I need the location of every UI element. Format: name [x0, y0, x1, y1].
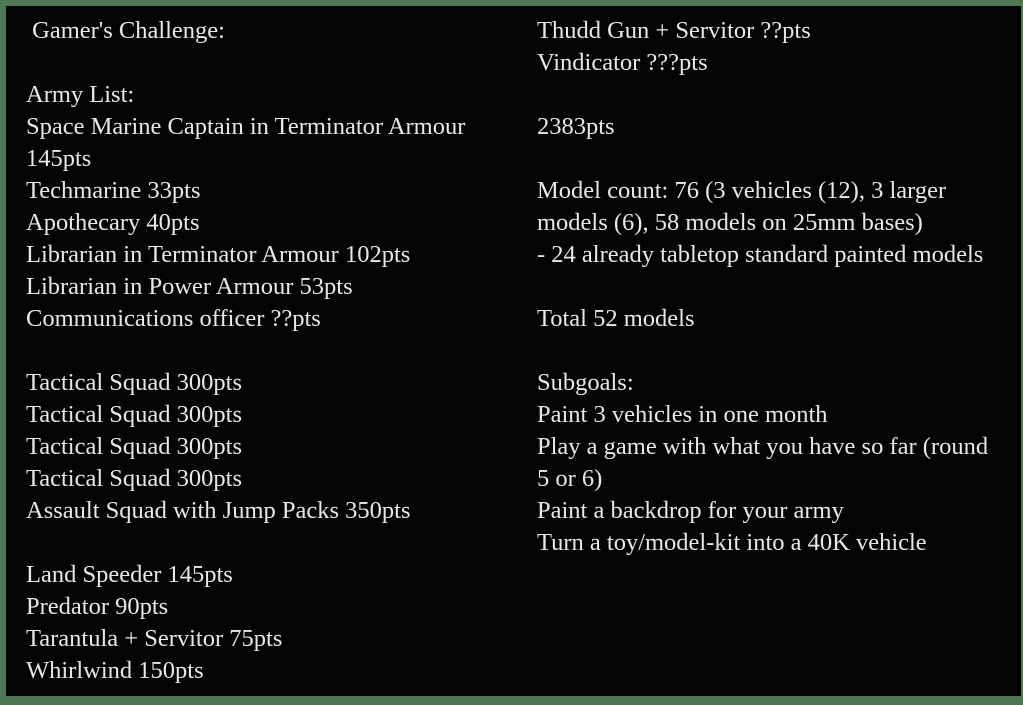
text-line: Total 52 models — [537, 305, 695, 332]
text-line: 2383pts — [537, 113, 615, 140]
text-line: Play a game with what you have so far (round — [537, 433, 989, 460]
text-line: Space Marine Captain in Terminator Armour — [26, 113, 466, 140]
text-line: Paint a backdrop for your army — [537, 497, 844, 524]
text-line — [537, 143, 1023, 175]
text-line: models (6), 58 models on 25mm bases) — [537, 209, 923, 236]
text-line: Land Speeder 145pts — [26, 561, 233, 588]
text-line: Predator 90pts — [26, 593, 169, 620]
text-line: Librarian in Terminator Armour 102pts — [26, 241, 411, 268]
text-line: Tarantula + Servitor 75pts — [26, 625, 283, 652]
text-line: Communications officer ??pts — [26, 305, 321, 332]
text-line: Techmarine 33pts — [26, 177, 201, 204]
totals-subgoals-column — [537, 15, 1023, 559]
text-line: Tactical Squad 300pts — [26, 465, 243, 492]
text-line — [26, 47, 526, 79]
text-line: Gamer's Challenge: — [26, 17, 225, 44]
text-line: 145pts — [26, 145, 92, 172]
text-line — [26, 527, 526, 559]
text-line — [537, 271, 1023, 303]
text-line: Thudd Gun + Servitor ??pts — [537, 17, 811, 44]
text-line: Subgoals: — [537, 369, 634, 396]
text-line: Apothecary 40pts — [26, 209, 200, 236]
text-line: Whirlwind 150pts — [26, 657, 204, 684]
text-line: Librarian in Power Armour 53pts — [26, 273, 353, 300]
text-line: - 24 already tabletop standard painted models — [537, 241, 984, 268]
text-line: Tactical Squad 300pts — [26, 369, 243, 396]
text-line: 5 or 6) — [537, 465, 603, 492]
text-line — [537, 79, 1023, 111]
text-line: Assault Squad with Jump Packs 350pts — [26, 497, 411, 524]
text-line: Paint 3 vehicles in one month — [537, 401, 828, 428]
army-list-column — [26, 15, 526, 687]
text-line: Tactical Squad 300pts — [26, 433, 243, 460]
text-line — [26, 335, 526, 367]
text-line — [537, 335, 1023, 367]
text-line: Army List: — [26, 81, 135, 108]
text-line: Turn a toy/model-kit into a 40K vehicle — [537, 529, 927, 556]
text-line: Model count: 76 (3 vehicles (12), 3 larger — [537, 177, 947, 204]
text-line: Tactical Squad 300pts — [26, 401, 243, 428]
text-line: Vindicator ???pts — [537, 49, 708, 76]
